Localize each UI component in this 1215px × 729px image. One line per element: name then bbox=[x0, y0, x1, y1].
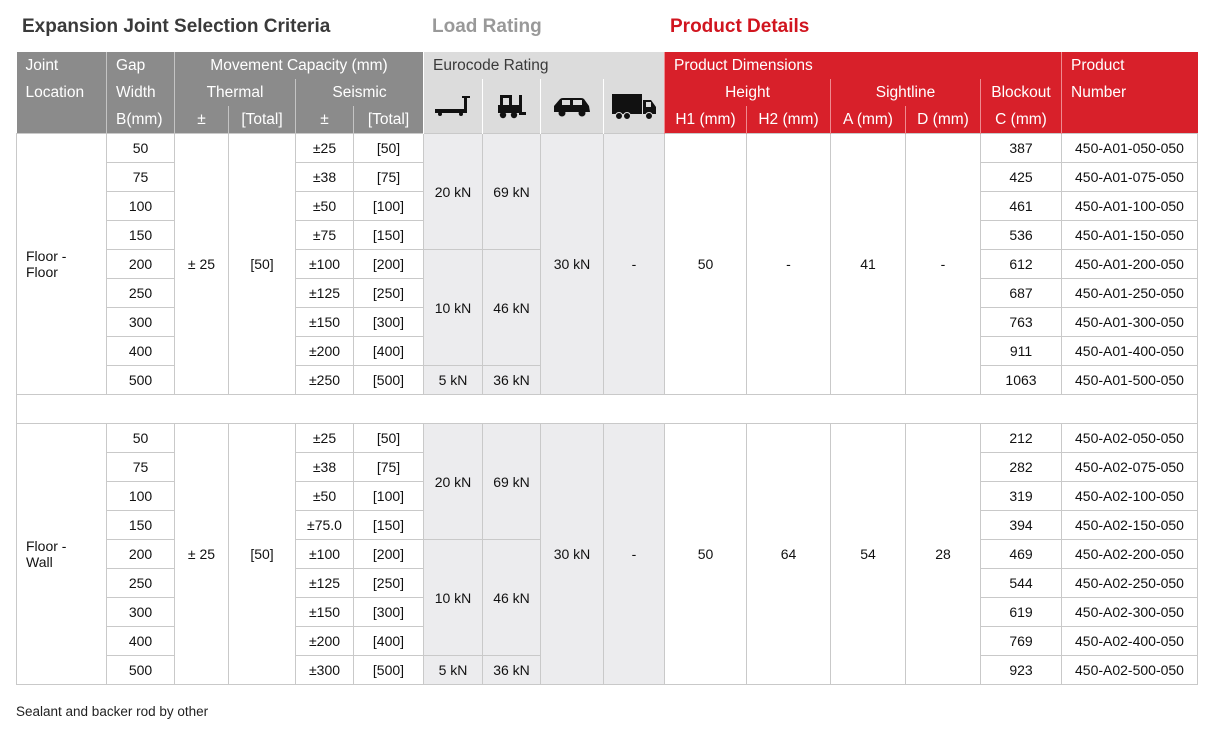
pallet-truck-cell bbox=[424, 79, 483, 134]
header-blockout: Blockout bbox=[981, 79, 1062, 106]
blockout-c: 319 bbox=[981, 482, 1062, 511]
car-cell bbox=[541, 79, 604, 134]
seismic-pm: ±150 bbox=[296, 308, 354, 337]
product-number: 450-A02-500-050 bbox=[1062, 656, 1198, 685]
forklift-icon bbox=[497, 93, 527, 119]
gap-width: 400 bbox=[107, 627, 175, 656]
header-location: Location bbox=[17, 79, 107, 106]
forklift-rating: 69 kN bbox=[483, 424, 541, 540]
product-number: 450-A02-150-050 bbox=[1062, 511, 1198, 540]
seismic-pm: ±125 bbox=[296, 279, 354, 308]
blockout-c: 612 bbox=[981, 250, 1062, 279]
gap-width: 250 bbox=[107, 569, 175, 598]
seismic-total: [300] bbox=[354, 308, 424, 337]
car-rating: 30 kN bbox=[541, 424, 604, 685]
seismic-total: [150] bbox=[354, 221, 424, 250]
header-product-dimensions: Product Dimensions bbox=[665, 52, 1062, 79]
forklift-rating: 46 kN bbox=[483, 540, 541, 656]
seismic-pm: ±75 bbox=[296, 221, 354, 250]
seismic-total: [100] bbox=[354, 482, 424, 511]
blockout-c: 1063 bbox=[981, 366, 1062, 395]
seismic-total: [150] bbox=[354, 511, 424, 540]
gap-width: 150 bbox=[107, 221, 175, 250]
joint-location-line: Floor - bbox=[26, 248, 67, 264]
seismic-total: [500] bbox=[354, 366, 424, 395]
seismic-pm: ±150 bbox=[296, 598, 354, 627]
forklift-cell bbox=[483, 79, 541, 134]
thermal-total: [50] bbox=[229, 134, 296, 395]
gap-width: 200 bbox=[107, 250, 175, 279]
separator-cell bbox=[17, 395, 1198, 424]
product-number: 450-A01-500-050 bbox=[1062, 366, 1198, 395]
header-eurocode-rating: Eurocode Rating bbox=[424, 52, 665, 79]
product-number: 450-A01-250-050 bbox=[1062, 279, 1198, 308]
table-header bbox=[17, 52, 1198, 134]
product-number: 450-A01-050-050 bbox=[1062, 134, 1198, 163]
table-row bbox=[17, 424, 1198, 453]
header-thermal: Thermal bbox=[175, 79, 296, 106]
blockout-c: 461 bbox=[981, 192, 1062, 221]
joint-location bbox=[17, 424, 107, 685]
car-rating: 30 kN bbox=[541, 134, 604, 395]
seismic-pm: ±38 bbox=[296, 453, 354, 482]
gap-width: 400 bbox=[107, 337, 175, 366]
seismic-total: [500] bbox=[354, 656, 424, 685]
blockout-c: 619 bbox=[981, 598, 1062, 627]
truck-rating: - bbox=[604, 424, 665, 685]
header-height: Height bbox=[665, 79, 831, 106]
blockout-c: 536 bbox=[981, 221, 1062, 250]
gap-width: 100 bbox=[107, 192, 175, 221]
car-icon bbox=[552, 95, 592, 117]
seismic-total: [50] bbox=[354, 424, 424, 453]
product-number: 450-A02-200-050 bbox=[1062, 540, 1198, 569]
pallet-truck-rating: 20 kN bbox=[424, 134, 483, 250]
seismic-total: [300] bbox=[354, 598, 424, 627]
header-gap: Gap bbox=[107, 52, 175, 79]
height-h1: 50 bbox=[665, 424, 747, 685]
product-number: 450-A01-100-050 bbox=[1062, 192, 1198, 221]
blockout-c: 469 bbox=[981, 540, 1062, 569]
forklift-rating: 36 kN bbox=[483, 366, 541, 395]
blockout-c: 923 bbox=[981, 656, 1062, 685]
seismic-pm: ±200 bbox=[296, 337, 354, 366]
joint-location-line: Floor bbox=[26, 264, 58, 280]
header-thermal-pm: ± bbox=[175, 106, 229, 134]
pallet-truck-icon bbox=[434, 95, 472, 117]
expansion-joint-table bbox=[16, 52, 1198, 685]
seismic-pm: ±125 bbox=[296, 569, 354, 598]
sightline-a: 41 bbox=[831, 134, 906, 395]
gap-width: 300 bbox=[107, 308, 175, 337]
truck-icon bbox=[611, 92, 657, 120]
product-number: 450-A02-300-050 bbox=[1062, 598, 1198, 627]
seismic-pm: ±38 bbox=[296, 163, 354, 192]
title-selection-criteria: Expansion Joint Selection Criteria bbox=[22, 16, 331, 37]
product-number: 450-A02-100-050 bbox=[1062, 482, 1198, 511]
header-seismic-pm: ± bbox=[296, 106, 354, 134]
blockout-c: 544 bbox=[981, 569, 1062, 598]
seismic-pm: ±25 bbox=[296, 134, 354, 163]
header-h1: H1 (mm) bbox=[665, 106, 747, 134]
seismic-pm: ±100 bbox=[296, 540, 354, 569]
header-joint: Joint bbox=[17, 52, 107, 79]
header-product: Product bbox=[1062, 52, 1198, 79]
product-number: 450-A01-200-050 bbox=[1062, 250, 1198, 279]
seismic-total: [50] bbox=[354, 134, 424, 163]
seismic-total: [100] bbox=[354, 192, 424, 221]
header-b-mm: B(mm) bbox=[107, 106, 175, 134]
gap-width: 300 bbox=[107, 598, 175, 627]
seismic-total: [400] bbox=[354, 627, 424, 656]
seismic-total: [75] bbox=[354, 163, 424, 192]
gap-width: 500 bbox=[107, 656, 175, 685]
blockout-c: 911 bbox=[981, 337, 1062, 366]
product-number: 450-A02-250-050 bbox=[1062, 569, 1198, 598]
seismic-total: [400] bbox=[354, 337, 424, 366]
forklift-rating: 36 kN bbox=[483, 656, 541, 685]
gap-width: 500 bbox=[107, 366, 175, 395]
blockout-c: 387 bbox=[981, 134, 1062, 163]
sightline-d: 28 bbox=[906, 424, 981, 685]
seismic-pm: ±50 bbox=[296, 192, 354, 221]
forklift-rating: 69 kN bbox=[483, 134, 541, 250]
seismic-pm: ±100 bbox=[296, 250, 354, 279]
seismic-pm: ±200 bbox=[296, 627, 354, 656]
gap-width: 50 bbox=[107, 424, 175, 453]
gap-width: 150 bbox=[107, 511, 175, 540]
thermal-total: [50] bbox=[229, 424, 296, 685]
product-number: 450-A01-075-050 bbox=[1062, 163, 1198, 192]
thermal-pm: ± 25 bbox=[175, 134, 229, 395]
product-number: 450-A01-150-050 bbox=[1062, 221, 1198, 250]
blockout-c: 282 bbox=[981, 453, 1062, 482]
table-row bbox=[17, 134, 1198, 163]
pallet-truck-rating: 5 kN bbox=[424, 366, 483, 395]
seismic-total: [75] bbox=[354, 453, 424, 482]
joint-location-line: Floor - bbox=[26, 538, 67, 554]
header-seismic-total: [Total] bbox=[354, 106, 424, 134]
blockout-c: 212 bbox=[981, 424, 1062, 453]
gap-width: 100 bbox=[107, 482, 175, 511]
sightline-a: 54 bbox=[831, 424, 906, 685]
pallet-truck-rating: 10 kN bbox=[424, 540, 483, 656]
truck-cell bbox=[604, 79, 665, 134]
gap-width: 75 bbox=[107, 453, 175, 482]
header-seismic: Seismic bbox=[296, 79, 424, 106]
seismic-total: [200] bbox=[354, 250, 424, 279]
joint-location-line: Wall bbox=[26, 554, 53, 570]
header-c: C (mm) bbox=[981, 106, 1062, 134]
seismic-pm: ±300 bbox=[296, 656, 354, 685]
header-h2: H2 (mm) bbox=[747, 106, 831, 134]
height-h2: 64 bbox=[747, 424, 831, 685]
blockout-c: 425 bbox=[981, 163, 1062, 192]
blockout-c: 769 bbox=[981, 627, 1062, 656]
gap-width: 75 bbox=[107, 163, 175, 192]
header-sightline: Sightline bbox=[831, 79, 981, 106]
header-thermal-total: [Total] bbox=[229, 106, 296, 134]
height-h2: - bbox=[747, 134, 831, 395]
product-number: 450-A02-075-050 bbox=[1062, 453, 1198, 482]
blockout-c: 763 bbox=[981, 308, 1062, 337]
seismic-total: [250] bbox=[354, 279, 424, 308]
blockout-c: 687 bbox=[981, 279, 1062, 308]
joint-location bbox=[17, 134, 107, 395]
table-body bbox=[17, 134, 1198, 685]
header-width: Width bbox=[107, 79, 175, 106]
product-number: 450-A02-400-050 bbox=[1062, 627, 1198, 656]
seismic-pm: ±50 bbox=[296, 482, 354, 511]
title-load-rating: Load Rating bbox=[432, 16, 542, 37]
seismic-pm: ±25 bbox=[296, 424, 354, 453]
gap-width: 250 bbox=[107, 279, 175, 308]
product-number: 450-A02-050-050 bbox=[1062, 424, 1198, 453]
product-number: 450-A01-300-050 bbox=[1062, 308, 1198, 337]
seismic-pm: ±75.0 bbox=[296, 511, 354, 540]
forklift-rating: 46 kN bbox=[483, 250, 541, 366]
pallet-truck-rating: 10 kN bbox=[424, 250, 483, 366]
pallet-truck-rating: 5 kN bbox=[424, 656, 483, 685]
thermal-pm: ± 25 bbox=[175, 424, 229, 685]
blockout-c: 394 bbox=[981, 511, 1062, 540]
header-d: D (mm) bbox=[906, 106, 981, 134]
group-separator bbox=[17, 395, 1198, 424]
header-a: A (mm) bbox=[831, 106, 906, 134]
title-product-details: Product Details bbox=[670, 16, 810, 37]
sightline-d: - bbox=[906, 134, 981, 395]
truck-rating: - bbox=[604, 134, 665, 395]
seismic-pm: ±250 bbox=[296, 366, 354, 395]
header-movement-capacity: Movement Capacity (mm) bbox=[175, 52, 424, 79]
height-h1: 50 bbox=[665, 134, 747, 395]
footnote: Sealant and backer rod by other bbox=[16, 704, 209, 719]
pallet-truck-rating: 20 kN bbox=[424, 424, 483, 540]
section-titles bbox=[22, 16, 1202, 40]
gap-width: 200 bbox=[107, 540, 175, 569]
gap-width: 50 bbox=[107, 134, 175, 163]
header-number: Number bbox=[1062, 79, 1198, 106]
seismic-total: [250] bbox=[354, 569, 424, 598]
seismic-total: [200] bbox=[354, 540, 424, 569]
product-number: 450-A01-400-050 bbox=[1062, 337, 1198, 366]
